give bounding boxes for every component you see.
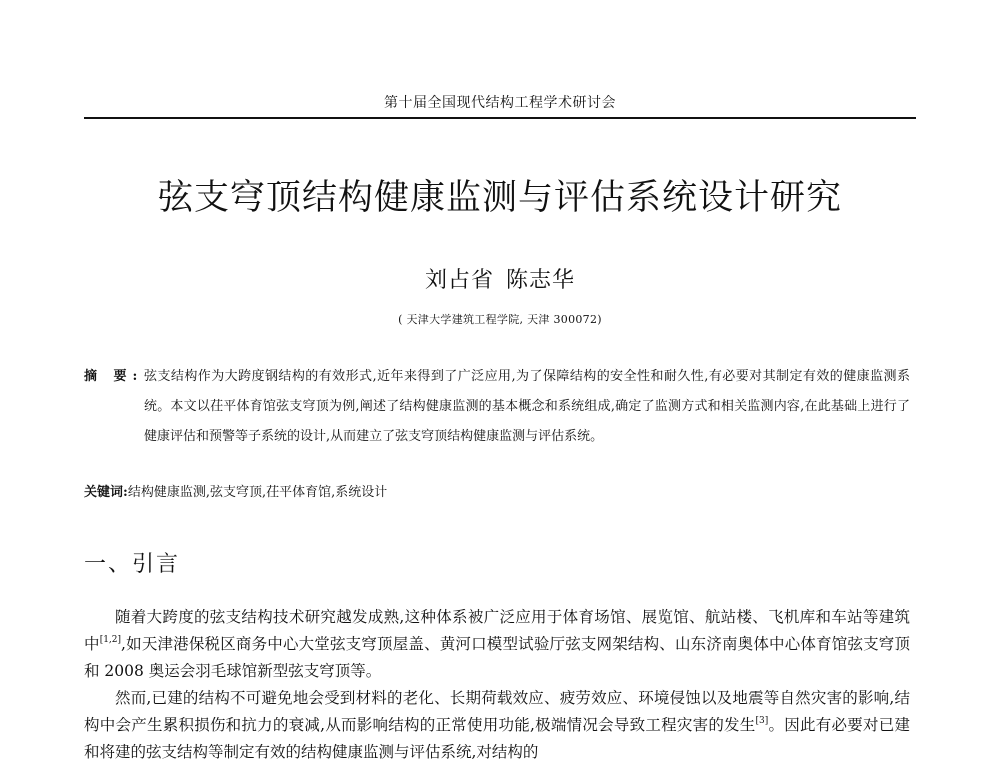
citation: [3] [755, 716, 769, 726]
section-heading: 一、引言 [84, 552, 181, 577]
affiliation: ( 天津大学建筑工程学院, 天津 300072) [398, 313, 602, 326]
paragraph-text: ,如天津港保税区商务中心大堂弦支穹顶屋盖、黄河口模型试验厅弦支网架结构、山东济南奥体中心体育馆弦支穹顶和 2008 奥运会羽毛球馆新型弦支穹顶等。 [84, 635, 910, 680]
citation: [1,2] [99, 635, 122, 645]
body-paragraph [84, 604, 910, 685]
keywords-label: 关键词: [84, 485, 128, 500]
body-paragraph [84, 685, 910, 760]
author-name: 陈志华 [506, 268, 576, 293]
running-header: 第十届全国现代结构工程学术研讨会 [384, 95, 616, 111]
paragraph-text: 随着大跨度的弦支结构技术研究越发成熟,这种体系被广泛应用于体育场馆、展览馆、航站楼、飞机库和车站等建筑中 [84, 608, 910, 653]
paragraph-text: 。因此有必要对已建和将建的弦支结构等制定有效的结构健康监测与评估系统,对结构的 [84, 716, 910, 760]
keywords-text: 结构健康监测,弦支穹顶,茌平体育馆,系统设计 [127, 485, 388, 500]
author-name: 刘占省 [424, 268, 494, 293]
header-rule [84, 117, 916, 119]
keywords [84, 478, 910, 508]
abstract [84, 362, 910, 452]
paragraph-text: 然而,已建的结构不可避免地会受到材料的老化、长期荷载效应、疲劳效应、环境侵蚀以及地震等自然灾害的影响,结构中会产生累积损伤和抗力的衰减,从而影响结构的正常使用功能,极端情况会导致工程灾害的发生 [84, 689, 910, 734]
author-list [0, 263, 1000, 294]
abstract-text: 弦支结构作为大跨度钢结构的有效形式,近年来得到了广泛应用,为了保障结构的安全性和耐久性,有必要对其制定有效的健康监测系统。本文以茌平体育馆弦支穹顶为例,阐述了结构健康监测的基本概念和系统组成,确定了监测方式和相关监测内容,在此基础上进行了健康评估和预警等子系统的设计,从而建立了弦支穹顶结构健康监测与评估系统。 [144, 369, 910, 444]
paper-title: 弦支穹顶结构健康监测与评估系统设计研究 [157, 178, 842, 218]
abstract-label: 摘 要: [84, 369, 144, 384]
